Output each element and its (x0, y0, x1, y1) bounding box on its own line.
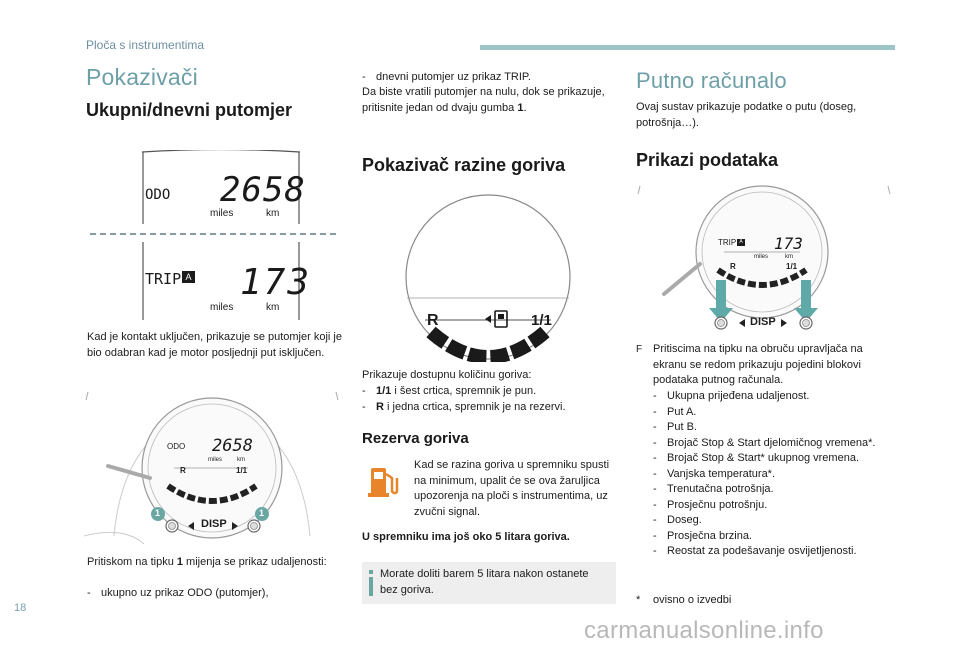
list-item (653, 544, 899, 560)
list-item (653, 529, 899, 545)
bullet-dash: - (653, 436, 657, 449)
fuel-gauge-r-mark: R (427, 312, 439, 329)
list-item (653, 513, 899, 529)
list-item-text: Put B. (667, 421, 697, 433)
cluster-odo-full-mark: 1/1 (236, 466, 248, 475)
info-icon (368, 570, 374, 596)
fuel-reserve-bold: U spremniku ima još oko 5 litara goriva. (362, 531, 570, 543)
odo-display (140, 150, 306, 226)
fuel-bullet-reserve-text: i jedna crtica, spremnik je na rezervi. (383, 401, 566, 413)
fuel-gauge-drawing (403, 192, 573, 362)
bullet-dash: - (87, 587, 91, 599)
bullet-dash: - (362, 385, 366, 397)
cluster-odo-disp: DISP (201, 518, 227, 530)
bullet-dash: - (653, 529, 657, 542)
cluster-trip-full-mark: 1/1 (786, 262, 798, 271)
fuel-gauge-illustration (403, 192, 573, 362)
trip-computer-lead (636, 342, 898, 389)
section-header: Ploča s instrumentima (86, 38, 205, 52)
fuel-reserve-heading: Rezerva goriva (362, 430, 469, 447)
list-item-text: Prosječnu potrošnju. (667, 498, 768, 511)
cluster-odo-value: 2658 (212, 436, 253, 456)
watermark: carmanualsonline.info (584, 617, 824, 644)
bullet-dash: - (653, 498, 657, 511)
fuel-bullet-full (362, 384, 617, 400)
bullet-dash: - (653, 514, 657, 526)
odo-label: ODO (145, 187, 171, 203)
list-item (653, 420, 899, 436)
bullet-odo (87, 586, 342, 602)
cluster-odo-r-mark: R (180, 466, 186, 475)
trip-label: TRIP (145, 270, 182, 288)
cluster-illustration-trip (634, 182, 894, 339)
list-item-text: Doseg. (667, 514, 702, 526)
odo-unit-miles: miles (210, 208, 234, 219)
section-title-putno-racunalo: Putno računalo (636, 68, 787, 93)
lead-text: Pritiscima na tipku na obruču upravljača na ekranu se redom prikazuju pojedini blokovi podataka putnog računala. (653, 343, 863, 386)
info-note-text: Morate doliti barem 5 litara nakon ostanete bez goriva. (380, 568, 589, 596)
cluster-trip-disp: DISP (750, 316, 776, 328)
cluster-odo-unit-km: km (237, 457, 245, 463)
list-item-text: Ukupna prijeđena udaljenost. (667, 390, 810, 402)
trip-computer-list (653, 389, 899, 560)
list-item-text: Trenutačna potrošnja. (667, 483, 774, 495)
reset-paragraph-a: Da biste vratili putomjer na nulu, dok se prikazuje, pritisnite jedan od dvaju gumba (362, 86, 605, 114)
footnote-mark: * (636, 594, 641, 606)
trip-display (140, 242, 312, 322)
fuel-gauge-heading: Pokazivač razine goriva (362, 155, 566, 175)
list-item (653, 405, 899, 421)
info-note (362, 562, 616, 604)
trip-badge: A (182, 271, 195, 283)
list-item-text: Reostat za podešavanje osvijetljenosti. (667, 545, 857, 557)
data-display-heading: Prikazi podataka (636, 150, 779, 170)
cluster-trip-unit-km: km (785, 254, 793, 260)
bullet-trip (362, 70, 617, 86)
bullet-trip-text: dnevni putomjer uz prikaz TRIP. (376, 71, 531, 83)
reset-paragraph (362, 85, 617, 116)
odometer-paragraph: Kad je kontakt uključen, prikazuje se putomjer koji je bio odabran kad je motor posljednji put isključen. (87, 331, 342, 359)
cluster-illustration-odo (84, 386, 340, 546)
list-item-text: Brojač Stop & Start djelomičnog vremena*. (667, 436, 876, 449)
odo-unit-km: km (266, 208, 280, 219)
trip-computer-intro: Ovaj sustav prikazuje podatke o putu (doseg, potrošnja…). (636, 101, 857, 129)
cluster-trip-label: TRIP (718, 238, 737, 247)
bullet-dash: - (653, 452, 657, 464)
fuel-gauge-full-mark: 1/1 (531, 312, 552, 329)
button-paragraph (87, 555, 342, 571)
list-item (653, 482, 899, 498)
bullet-odo-text: ukupno uz prikaz ODO (putomjer), (101, 587, 269, 599)
cluster-trip-value: 173 (774, 234, 803, 253)
list-item (653, 451, 899, 467)
callout-1-right: 1 (259, 508, 265, 518)
trip-unit-km: km (266, 302, 280, 313)
fuel-bullet-reserve (362, 400, 617, 416)
fuel-paragraph: Prikazuje dostupnu količinu goriva: (362, 369, 532, 381)
bullet-dash: - (362, 401, 366, 413)
cluster-odo-unit-miles: miles (208, 457, 223, 463)
list-item-text: Prosječna brzina. (667, 529, 752, 542)
divider-dashed (90, 233, 336, 235)
lead-glyph: F (636, 344, 643, 355)
footnote (636, 593, 836, 609)
section-title-pokazivaci: Pokazivači (86, 64, 198, 90)
button-paragraph-ref: 1 (176, 556, 183, 568)
list-item (653, 498, 899, 514)
bullet-dash: - (653, 390, 657, 402)
bullet-dash: - (653, 421, 657, 433)
odo-value: 2658 (220, 170, 306, 210)
button-paragraph-a: Pritiskom na tipku (87, 556, 177, 568)
bullet-dash: - (653, 467, 657, 480)
reset-paragraph-ref: 1 (517, 101, 524, 114)
header-bar (480, 45, 895, 50)
list-item-text: Brojač Stop & Start* ukupnog vremena. (667, 452, 859, 464)
fuel-warning-icon (362, 462, 404, 502)
odometer-heading: Ukupni/dnevni putomjer (86, 100, 293, 120)
bullet-dash: - (362, 71, 366, 83)
reset-paragraph-c: . (523, 101, 527, 114)
list-item (653, 389, 899, 405)
bullet-dash: - (653, 483, 657, 495)
list-item-text: Vanjska temperatura*. (667, 467, 776, 480)
fuel-bullet-reserve-mark: R (376, 401, 384, 413)
trip-unit-miles: miles (210, 302, 234, 313)
fuel-bullet-full-text: i šest crtica, spremnik je pun. (391, 385, 537, 397)
fuel-reserve-text: Kad se razina goriva u spremniku spusti na minimum, upalit će se ova žaruljica upozorenja na ploči s instrumentima, uz zvučni signal. (414, 459, 610, 518)
cluster-trip-unit-miles: miles (754, 254, 769, 260)
list-item (653, 467, 899, 483)
callout-1-left: 1 (155, 508, 161, 518)
fuel-bullet-full-mark: 1/1 (376, 385, 392, 397)
cluster-odo-label: ODO (167, 442, 186, 451)
bullet-dash: - (653, 405, 657, 418)
cluster-trip-r-mark: R (730, 262, 736, 271)
button-paragraph-c: mijenja se prikaz udaljenosti: (183, 556, 327, 568)
fuel-pump-icon (362, 462, 404, 502)
list-item-text: Put A. (667, 405, 697, 418)
list-item (653, 436, 899, 452)
bullet-dash: - (653, 545, 657, 557)
footnote-text: ovisno o izvedbi (653, 594, 732, 606)
cluster-trip-badge: A (737, 239, 745, 246)
page-number: 18 (14, 602, 27, 614)
trip-value: 173 (240, 262, 312, 303)
